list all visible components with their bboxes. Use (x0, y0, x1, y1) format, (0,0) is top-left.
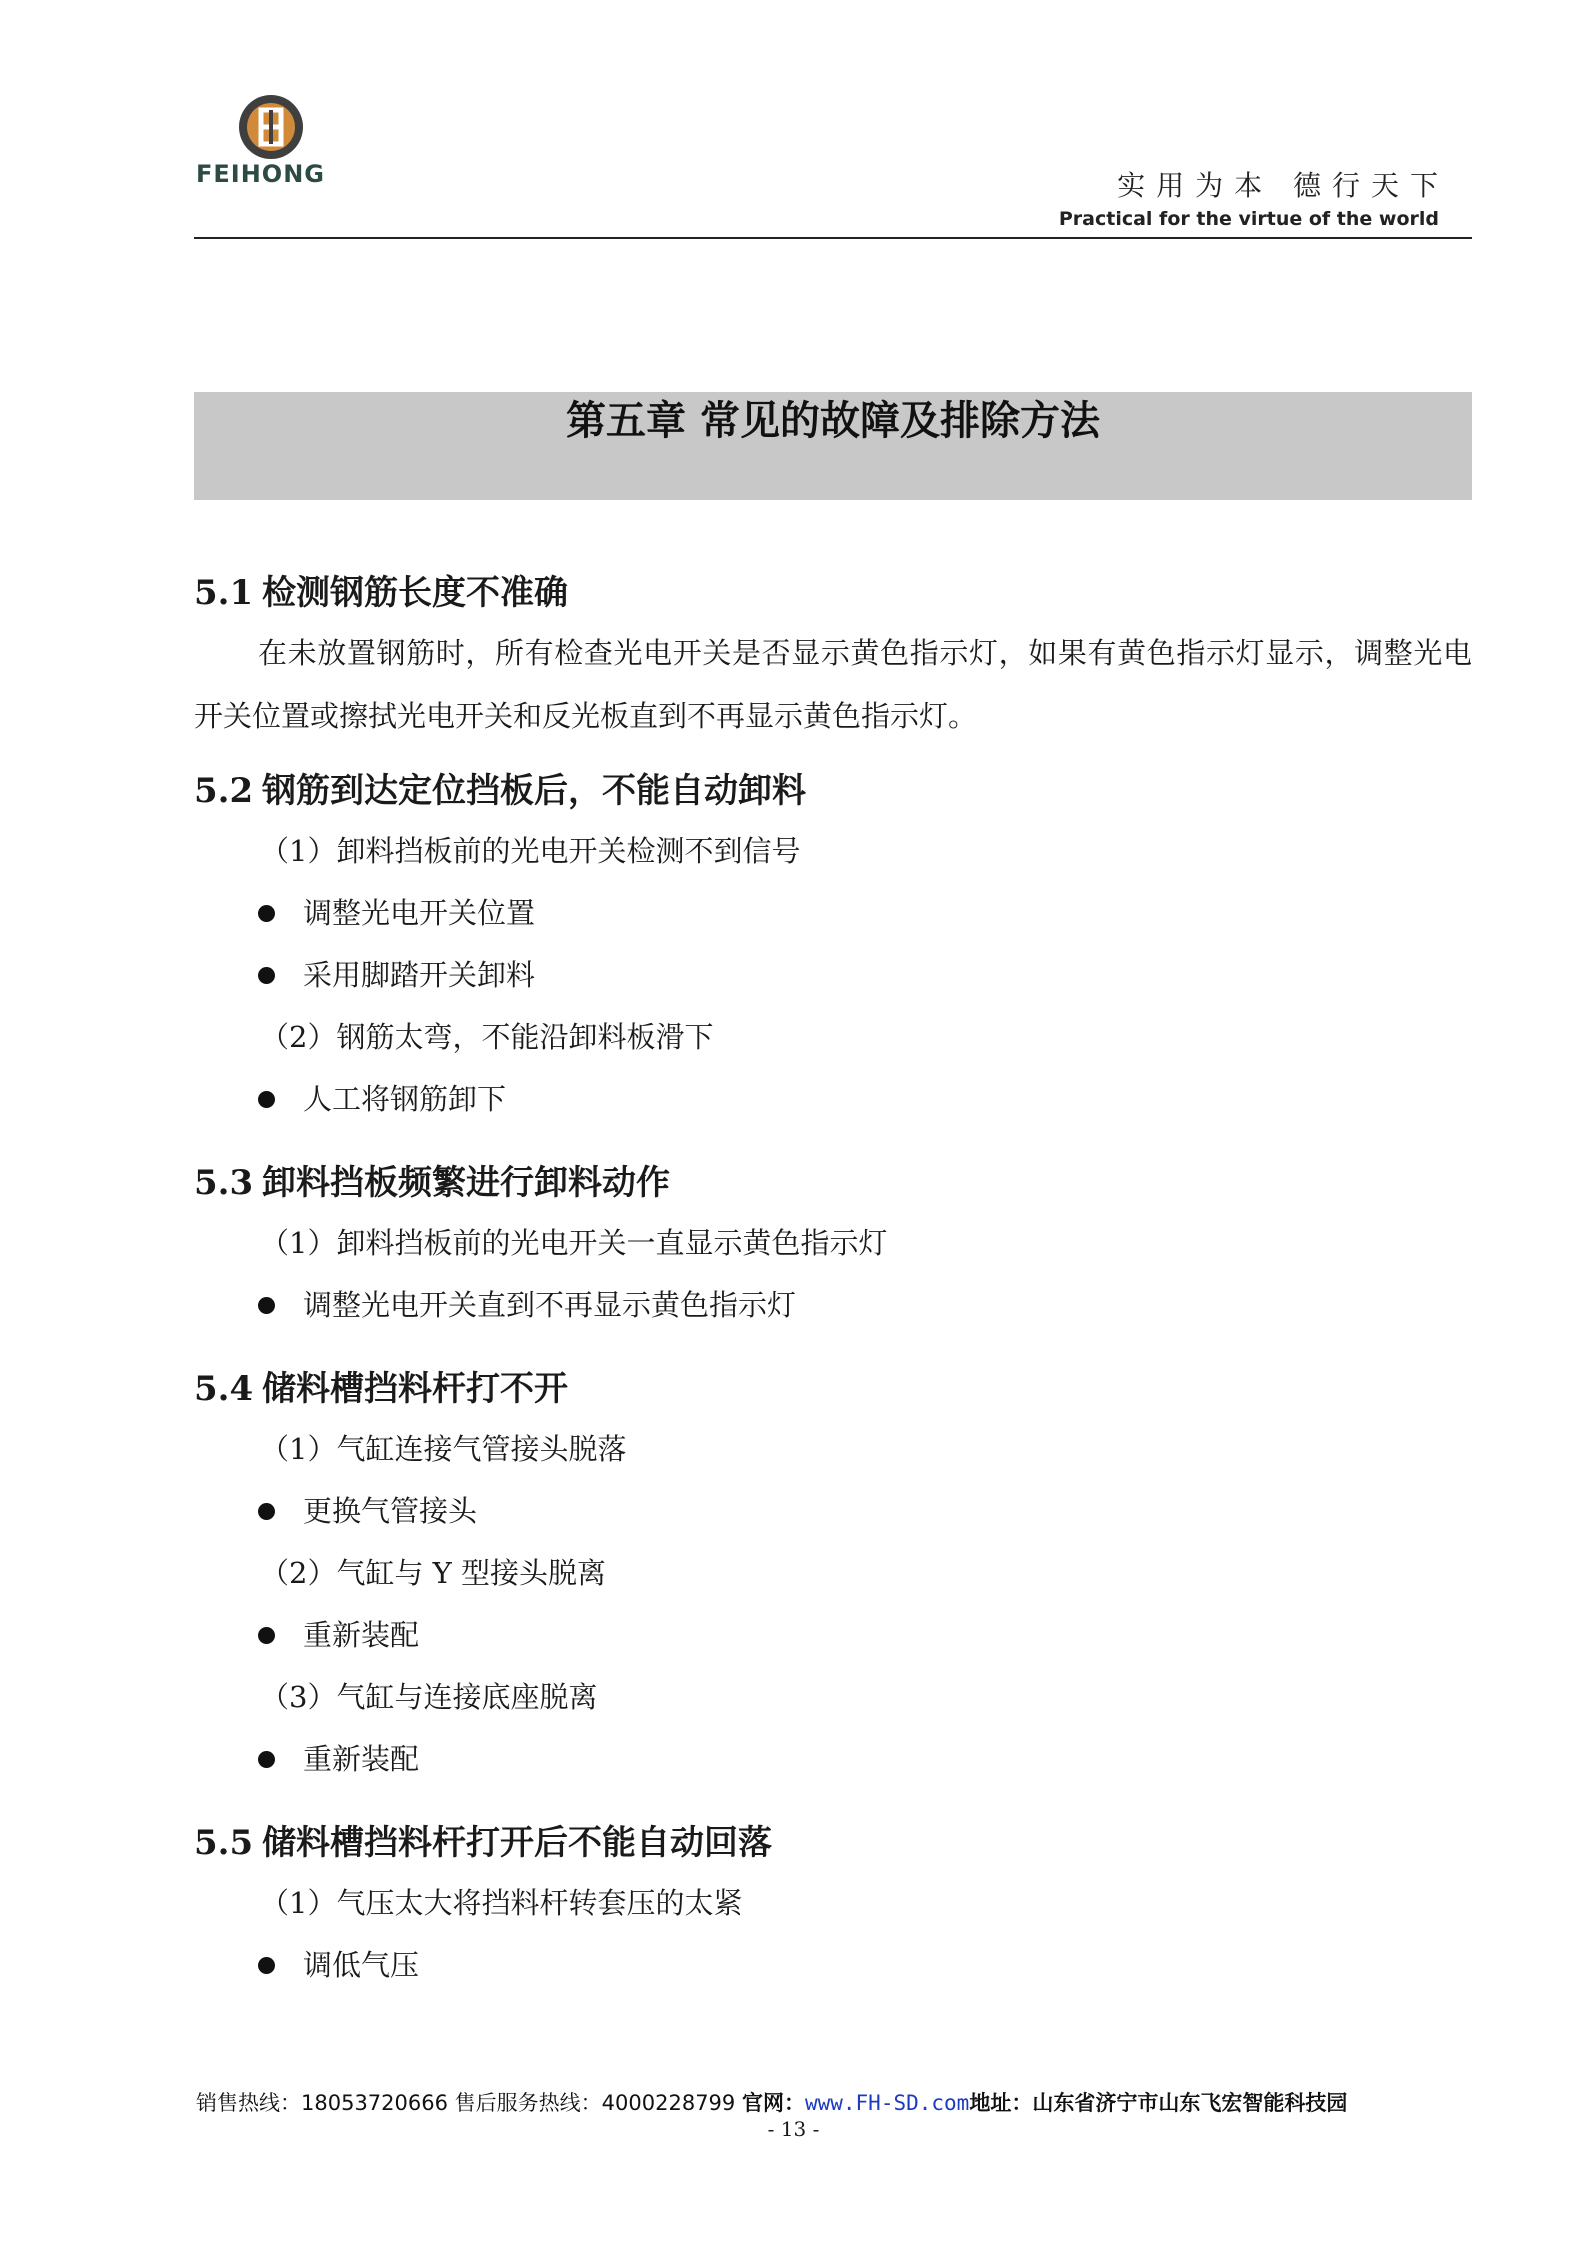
section-number: 5.2 (194, 771, 254, 811)
bullet-icon (258, 905, 275, 922)
sales-label: 销售热线： (196, 2091, 301, 2115)
page-number: - 13 - (767, 2117, 820, 2141)
cause-item: （2）钢筋太弯，不能沿卸料板滑下 (260, 1020, 714, 1054)
slogan-chinese: 实用为本 德行天下 (1117, 169, 1449, 202)
bullet-icon (258, 1091, 275, 1108)
section-title: 储料槽挡料杆打不开 (262, 1369, 568, 1409)
page-footer (196, 2087, 1476, 2117)
section-heading (194, 1814, 1472, 1872)
section-number: 5.5 (194, 1823, 254, 1863)
bullet-icon (258, 967, 275, 984)
website-label: 官网： (741, 2091, 805, 2115)
bullet-icon (258, 1297, 275, 1314)
cause-item: （1）气压太大将挡料杆转套压的太紧 (260, 1886, 743, 1920)
solution-item (194, 1934, 1472, 1996)
chapter-banner (194, 392, 1472, 500)
solution-text: 重新装配 (303, 1742, 420, 1776)
solution-text: 人工将钢筋卸下 (303, 1082, 507, 1116)
section-title: 钢筋到达定位挡板后，不能自动卸料 (262, 771, 806, 811)
cause-item: （1）卸料挡板前的光电开关一直显示黄色指示灯 (260, 1226, 888, 1260)
address-label: 地址： (969, 2091, 1033, 2115)
solution-text: 调低气压 (303, 1948, 420, 1982)
solution-item (194, 882, 1472, 944)
service-label: 售后服务热线： (454, 2091, 602, 2115)
section-title: 卸料挡板频繁进行卸料动作 (262, 1163, 670, 1203)
document-body (194, 558, 1472, 1996)
solution-item (194, 944, 1472, 1006)
slogan-english: Practical for the virtue of the world (1058, 208, 1439, 230)
cause-item: （2）气缸与 Y 型接头脱离 (260, 1556, 607, 1590)
solution-item (194, 1274, 1472, 1336)
service-phone: 4000228799 (601, 2091, 736, 2115)
solution-text: 调整光电开关位置 (303, 896, 536, 930)
bullet-icon (258, 1957, 275, 1974)
section-heading (194, 1360, 1472, 1418)
solution-item (194, 1068, 1472, 1130)
cause-item: （1）卸料挡板前的光电开关检测不到信号 (260, 834, 801, 868)
section-5-4 (194, 1360, 1472, 1808)
company-logo (196, 92, 356, 192)
sales-phone: 18053720666 (301, 2091, 448, 2115)
section-number: 5.4 (194, 1369, 254, 1409)
logo-text: FEIHONG (196, 160, 325, 188)
bullet-icon (258, 1751, 275, 1768)
bullet-icon (258, 1627, 275, 1644)
cause-item: （3）气缸与连接底座脱离 (260, 1680, 598, 1714)
section-number: 5.1 (194, 573, 254, 613)
section-heading (194, 1154, 1472, 1212)
solution-item (194, 1480, 1472, 1542)
cause-item: （1）气缸连接气管接头脱落 (260, 1432, 627, 1466)
solution-item (194, 1728, 1472, 1790)
solution-text: 重新装配 (303, 1618, 420, 1652)
feihong-logo-icon (236, 92, 306, 162)
bullet-icon (258, 1503, 275, 1520)
solution-item (194, 1604, 1472, 1666)
website-link[interactable]: www.FH-SD.com (804, 2091, 970, 2115)
section-heading (194, 564, 1472, 622)
section-paragraph: 在未放置钢筋时，所有检查光电开关是否显示黄色指示灯，如果有黄色指示灯显示，调整光电开关位置或擦拭光电开关和反光板直到不再显示黄色指示灯。 (194, 636, 1472, 733)
section-number: 5.3 (194, 1163, 254, 1203)
section-5-5 (194, 1814, 1472, 1996)
solution-text: 调整光电开关直到不再显示黄色指示灯 (303, 1288, 797, 1322)
header-divider (194, 237, 1472, 239)
section-heading (194, 762, 1472, 820)
section-5-3 (194, 1154, 1472, 1354)
address-text: 山东省济宁市山东飞宏智能科技园 (1032, 2091, 1348, 2115)
section-5-1 (194, 564, 1472, 748)
section-5-2 (194, 762, 1472, 1148)
section-title: 储料槽挡料杆打开后不能自动回落 (262, 1823, 772, 1863)
section-title: 检测钢筋长度不准确 (262, 573, 568, 613)
solution-text: 采用脚踏开关卸料 (303, 958, 536, 992)
chapter-title: 第五章 常见的故障及排除方法 (566, 398, 1100, 444)
solution-text: 更换气管接头 (303, 1494, 478, 1528)
